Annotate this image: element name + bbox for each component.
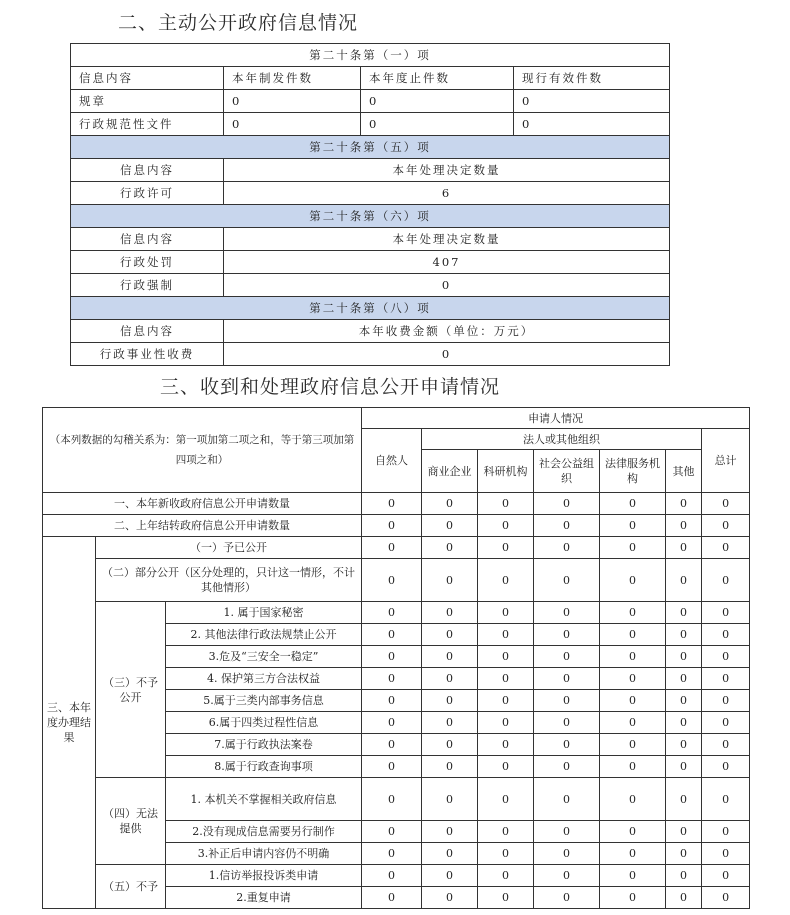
cell-value: 0 bbox=[478, 515, 534, 537]
cell-value: 0 bbox=[478, 493, 534, 515]
cell-value: 0 bbox=[600, 690, 666, 712]
cell-value: 0 bbox=[534, 690, 600, 712]
cell-value: 0 bbox=[362, 690, 422, 712]
active-disclosure-table bbox=[70, 43, 670, 366]
cell-value: 0 bbox=[534, 624, 600, 646]
cell-value: 0 bbox=[478, 778, 534, 821]
cell-value: 0 bbox=[666, 887, 702, 909]
row-label: 1. 本机关不掌握相关政府信息 bbox=[166, 778, 362, 821]
section-title: 第二十条第（六）项 bbox=[71, 205, 670, 228]
cell-value: 0 bbox=[702, 778, 750, 821]
table-row bbox=[43, 602, 750, 624]
cell-value: 0 bbox=[514, 113, 670, 136]
cell-value: 0 bbox=[702, 756, 750, 778]
cell-value: 0 bbox=[362, 559, 422, 602]
row-label: 行政规范性文件 bbox=[71, 113, 224, 136]
cell-value: 0 bbox=[478, 646, 534, 668]
table-row bbox=[71, 90, 670, 113]
col-header: 现行有效件数 bbox=[514, 67, 670, 90]
cell-value: 6 bbox=[224, 182, 670, 205]
row-label: 5.属于三类内部事务信息 bbox=[166, 690, 362, 712]
table-row bbox=[43, 493, 750, 515]
row-label: 1. 属于国家秘密 bbox=[166, 602, 362, 624]
cell-value: 0 bbox=[600, 559, 666, 602]
row-label: 2.重复申请 bbox=[166, 887, 362, 909]
cell-value: 0 bbox=[422, 756, 478, 778]
applications-table bbox=[42, 407, 750, 909]
cell-value: 0 bbox=[422, 712, 478, 734]
row-label: 2.没有现成信息需要另行制作 bbox=[166, 821, 362, 843]
cell-value: 407 bbox=[224, 251, 670, 274]
cell-value: 0 bbox=[422, 515, 478, 537]
col-header: 本年处理决定数量 bbox=[224, 228, 670, 251]
cell-value: 0 bbox=[422, 887, 478, 909]
cell-value: 0 bbox=[422, 602, 478, 624]
group-label-withheld: （三）不予公开 bbox=[96, 602, 166, 778]
cell-value: 0 bbox=[362, 668, 422, 690]
row-label: 3.危及“三安全一稳定” bbox=[166, 646, 362, 668]
cell-value: 0 bbox=[362, 887, 422, 909]
cell-value: 0 bbox=[666, 493, 702, 515]
cell-value: 0 bbox=[600, 537, 666, 559]
cell-value: 0 bbox=[600, 515, 666, 537]
cell-value: 0 bbox=[478, 668, 534, 690]
cell-value: 0 bbox=[362, 602, 422, 624]
cell-value: 0 bbox=[224, 274, 670, 297]
cell-value: 0 bbox=[422, 668, 478, 690]
cell-value: 0 bbox=[702, 712, 750, 734]
cell-value: 0 bbox=[702, 537, 750, 559]
col-header: 本年收费金额（单位：万元） bbox=[224, 320, 670, 343]
group-label-unavailable: （四）无法提供 bbox=[96, 778, 166, 865]
row-label: 行政强制 bbox=[71, 274, 224, 297]
cell-value: 0 bbox=[666, 756, 702, 778]
cell-value: 0 bbox=[478, 559, 534, 602]
cell-value: 0 bbox=[702, 690, 750, 712]
col-header-business: 商业企业 bbox=[422, 450, 478, 493]
cell-value: 0 bbox=[702, 646, 750, 668]
cell-value: 0 bbox=[422, 690, 478, 712]
cell-value: 0 bbox=[534, 646, 600, 668]
cell-value: 0 bbox=[534, 493, 600, 515]
cell-value: 0 bbox=[534, 668, 600, 690]
table-row bbox=[71, 343, 670, 366]
cell-value: 0 bbox=[422, 559, 478, 602]
cell-value: 0 bbox=[666, 865, 702, 887]
table-row bbox=[71, 182, 670, 205]
row-label: 行政许可 bbox=[71, 182, 224, 205]
col-header: 本年处理决定数量 bbox=[224, 159, 670, 182]
row-label: 6.属于四类过程性信息 bbox=[166, 712, 362, 734]
row-label: 一、本年新收政府信息公开申请数量 bbox=[43, 493, 362, 515]
row-label: 规章 bbox=[71, 90, 224, 113]
cell-value: 0 bbox=[422, 537, 478, 559]
section-title: 第二十条第（八）项 bbox=[71, 297, 670, 320]
cell-value: 0 bbox=[362, 821, 422, 843]
cell-value: 0 bbox=[600, 865, 666, 887]
cell-value: 0 bbox=[600, 712, 666, 734]
cell-value: 0 bbox=[362, 537, 422, 559]
table-row bbox=[71, 113, 670, 136]
cell-value: 0 bbox=[534, 887, 600, 909]
cell-value: 0 bbox=[534, 843, 600, 865]
cell-value: 0 bbox=[600, 602, 666, 624]
row-label: 行政事业性收费 bbox=[71, 343, 224, 366]
cell-value: 0 bbox=[224, 343, 670, 366]
cell-value: 0 bbox=[478, 602, 534, 624]
consistency-note: （本列数据的勾稽关系为：第一项加第二项之和，等于第三项加第四项之和） bbox=[43, 408, 362, 493]
cell-value: 0 bbox=[422, 778, 478, 821]
row-label: 行政处罚 bbox=[71, 251, 224, 274]
cell-value: 0 bbox=[478, 712, 534, 734]
cell-value: 0 bbox=[422, 646, 478, 668]
cell-value: 0 bbox=[666, 712, 702, 734]
cell-value: 0 bbox=[666, 843, 702, 865]
cell-value: 0 bbox=[666, 821, 702, 843]
legal-header: 法人或其他组织 bbox=[422, 429, 702, 450]
cell-value: 0 bbox=[362, 493, 422, 515]
cell-value: 0 bbox=[478, 624, 534, 646]
cell-value: 0 bbox=[666, 559, 702, 602]
cell-value: 0 bbox=[422, 624, 478, 646]
applicant-header: 申请人情况 bbox=[362, 408, 750, 429]
cell-value: 0 bbox=[702, 887, 750, 909]
cell-value: 0 bbox=[534, 537, 600, 559]
cell-value: 0 bbox=[702, 865, 750, 887]
cell-value: 0 bbox=[666, 646, 702, 668]
col-header: 信息内容 bbox=[71, 67, 224, 90]
cell-value: 0 bbox=[666, 734, 702, 756]
cell-value: 0 bbox=[600, 821, 666, 843]
row-label: 2. 其他法律行政法规禁止公开 bbox=[166, 624, 362, 646]
table-row bbox=[71, 251, 670, 274]
cell-value: 0 bbox=[534, 515, 600, 537]
cell-value: 0 bbox=[600, 778, 666, 821]
cell-value: 0 bbox=[478, 690, 534, 712]
table-row bbox=[71, 274, 670, 297]
col-header: 本年制发件数 bbox=[224, 67, 361, 90]
cell-value: 0 bbox=[362, 843, 422, 865]
cell-value: 0 bbox=[422, 843, 478, 865]
row-label: 3.补正后申请内容仍不明确 bbox=[166, 843, 362, 865]
cell-value: 0 bbox=[600, 734, 666, 756]
table-row bbox=[43, 537, 750, 559]
col-header: 信息内容 bbox=[71, 159, 224, 182]
cell-value: 0 bbox=[534, 559, 600, 602]
cell-value: 0 bbox=[478, 821, 534, 843]
col-header-natural: 自然人 bbox=[362, 429, 422, 493]
cell-value: 0 bbox=[534, 734, 600, 756]
cell-value: 0 bbox=[422, 734, 478, 756]
cell-value: 0 bbox=[534, 778, 600, 821]
col-header: 信息内容 bbox=[71, 320, 224, 343]
cell-value: 0 bbox=[600, 756, 666, 778]
cell-value: 0 bbox=[422, 493, 478, 515]
cell-value: 0 bbox=[362, 756, 422, 778]
cell-value: 0 bbox=[702, 668, 750, 690]
cell-value: 0 bbox=[362, 712, 422, 734]
section-heading-applications: 三、收到和处理政府信息公开申请情况 bbox=[160, 376, 501, 398]
cell-value: 0 bbox=[666, 537, 702, 559]
cell-value: 0 bbox=[600, 646, 666, 668]
cell-value: 0 bbox=[362, 624, 422, 646]
group-label-results: 三、本年度办理结果 bbox=[43, 537, 96, 909]
cell-value: 0 bbox=[702, 559, 750, 602]
row-label: 7.属于行政执法案卷 bbox=[166, 734, 362, 756]
cell-value: 0 bbox=[702, 821, 750, 843]
cell-value: 0 bbox=[362, 778, 422, 821]
table-row bbox=[43, 515, 750, 537]
row-label: 二、上年结转政府信息公开申请数量 bbox=[43, 515, 362, 537]
cell-value: 0 bbox=[666, 690, 702, 712]
cell-value: 0 bbox=[361, 113, 514, 136]
cell-value: 0 bbox=[666, 624, 702, 646]
cell-value: 0 bbox=[702, 843, 750, 865]
col-header-research: 科研机构 bbox=[478, 450, 534, 493]
group-label-not-processed: （五）不予 bbox=[96, 865, 166, 909]
row-label: （二）部分公开（区分处理的，只计这一情形，不计其他情形） bbox=[96, 559, 362, 602]
col-header-law: 法律服务机构 bbox=[600, 450, 666, 493]
cell-value: 0 bbox=[600, 843, 666, 865]
cell-value: 0 bbox=[702, 515, 750, 537]
col-header-public: 社会公益组织 bbox=[534, 450, 600, 493]
cell-value: 0 bbox=[224, 113, 361, 136]
table-row bbox=[43, 778, 750, 821]
cell-value: 0 bbox=[534, 602, 600, 624]
row-label: 8.属于行政查询事项 bbox=[166, 756, 362, 778]
cell-value: 0 bbox=[224, 90, 361, 113]
cell-value: 0 bbox=[666, 778, 702, 821]
cell-value: 0 bbox=[534, 865, 600, 887]
section-title: 第二十条第（一）项 bbox=[71, 44, 670, 67]
table-row bbox=[43, 865, 750, 887]
cell-value: 0 bbox=[600, 887, 666, 909]
cell-value: 0 bbox=[478, 887, 534, 909]
cell-value: 0 bbox=[478, 756, 534, 778]
row-label: 4. 保护第三方合法权益 bbox=[166, 668, 362, 690]
cell-value: 0 bbox=[514, 90, 670, 113]
col-header: 信息内容 bbox=[71, 228, 224, 251]
row-label: （一）予已公开 bbox=[96, 537, 362, 559]
col-header-total: 总计 bbox=[702, 429, 750, 493]
cell-value: 0 bbox=[362, 734, 422, 756]
cell-value: 0 bbox=[702, 602, 750, 624]
col-header: 本年度止件数 bbox=[361, 67, 514, 90]
cell-value: 0 bbox=[478, 537, 534, 559]
cell-value: 0 bbox=[362, 515, 422, 537]
cell-value: 0 bbox=[702, 493, 750, 515]
cell-value: 0 bbox=[362, 865, 422, 887]
cell-value: 0 bbox=[422, 865, 478, 887]
cell-value: 0 bbox=[534, 712, 600, 734]
col-header-other: 其他 bbox=[666, 450, 702, 493]
row-label: 1.信访举报投诉类申请 bbox=[166, 865, 362, 887]
table-row bbox=[43, 559, 750, 602]
cell-value: 0 bbox=[478, 865, 534, 887]
cell-value: 0 bbox=[361, 90, 514, 113]
section-heading-active-disclosure: 二、主动公开政府信息情况 bbox=[118, 12, 359, 34]
cell-value: 0 bbox=[478, 734, 534, 756]
cell-value: 0 bbox=[478, 843, 534, 865]
cell-value: 0 bbox=[600, 668, 666, 690]
cell-value: 0 bbox=[702, 734, 750, 756]
cell-value: 0 bbox=[362, 646, 422, 668]
cell-value: 0 bbox=[600, 624, 666, 646]
section-title: 第二十条第（五）项 bbox=[71, 136, 670, 159]
cell-value: 0 bbox=[600, 493, 666, 515]
cell-value: 0 bbox=[534, 756, 600, 778]
cell-value: 0 bbox=[666, 515, 702, 537]
cell-value: 0 bbox=[666, 602, 702, 624]
cell-value: 0 bbox=[422, 821, 478, 843]
cell-value: 0 bbox=[534, 821, 600, 843]
cell-value: 0 bbox=[702, 624, 750, 646]
cell-value: 0 bbox=[666, 668, 702, 690]
